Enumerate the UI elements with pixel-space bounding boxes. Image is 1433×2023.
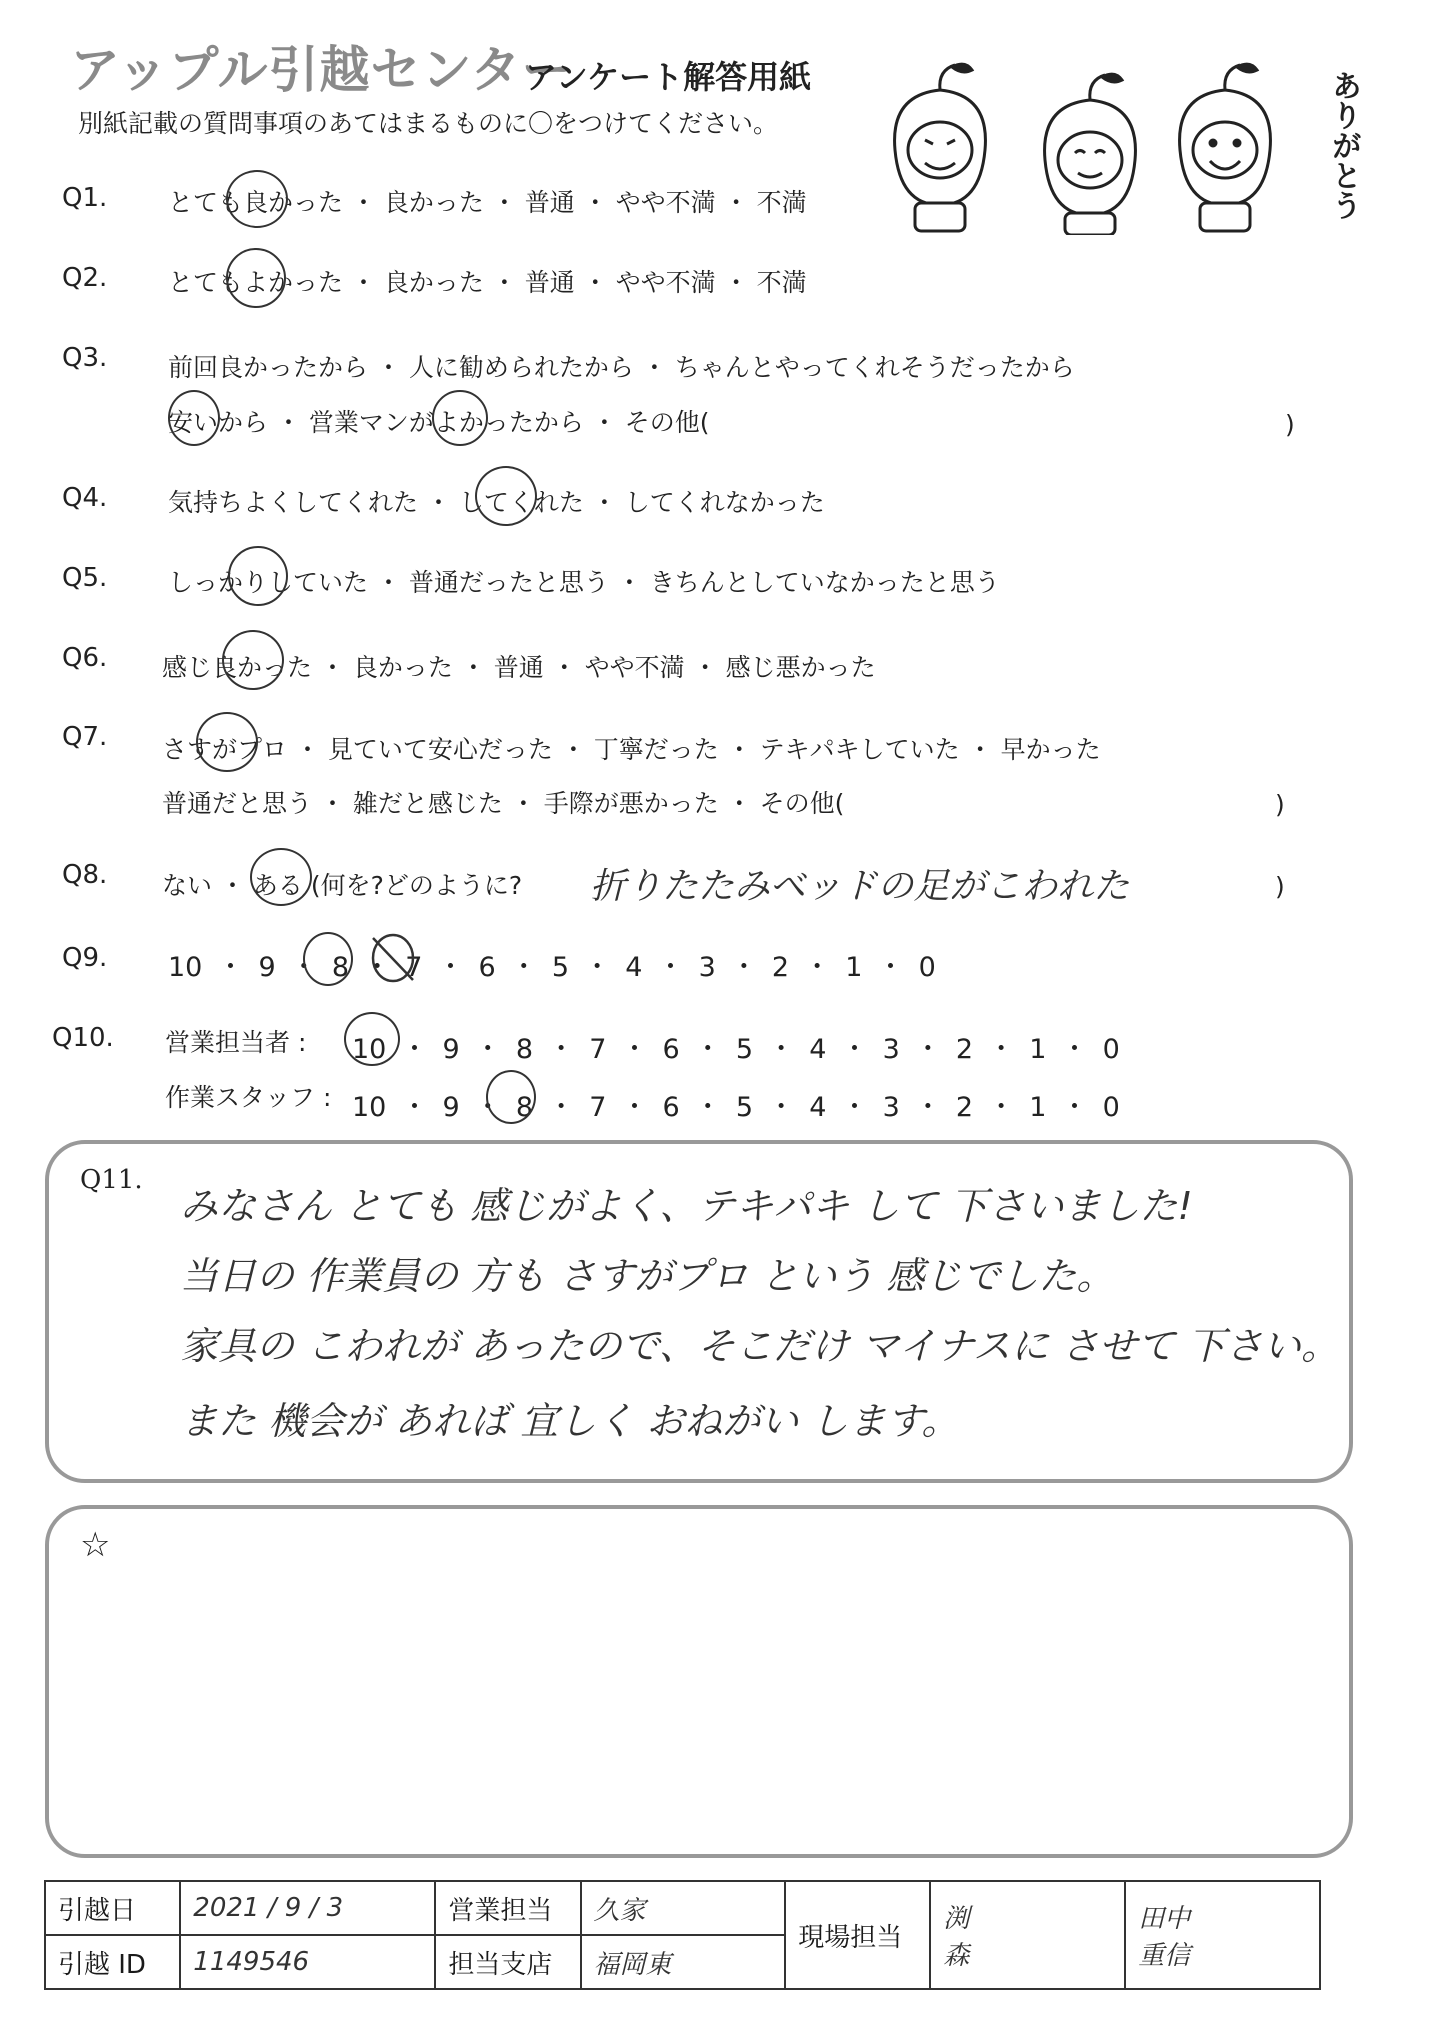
- q9-number: Q9.: [62, 943, 108, 973]
- site-staff-name-4: 重信: [1138, 1941, 1191, 1971]
- move-id-label: 引越 ID: [45, 1935, 180, 1989]
- branch-value: 福岡東: [581, 1935, 786, 1989]
- q4-options: 気持ちよくしてくれた ・ してくれた ・ してくれなかった: [168, 488, 825, 517]
- move-date-label: 引越日: [45, 1881, 180, 1935]
- q9-crossed-out-mark: [368, 930, 418, 985]
- q3-number: Q3.: [62, 343, 108, 373]
- q3-close-paren: ): [1285, 410, 1295, 439]
- q7-options-line1: さすがプロ ・ 見ていて安心だった ・ 丁寧だった ・ テキパキしていた ・ 早かった: [162, 735, 1101, 764]
- q3-selection-circle-b: [432, 390, 488, 446]
- q10-sales-scale: 10 ・ 9 ・ 8 ・ 7 ・ 6 ・ 5 ・ 4 ・ 3 ・ 2 ・ 1 ・ 0: [352, 1034, 1120, 1065]
- mascot-right: [1180, 64, 1271, 231]
- q5-selection-circle: [228, 546, 288, 606]
- site-staff-name-3: 田中: [1138, 1904, 1191, 1934]
- form-subtitle: アンケート解答用紙: [525, 58, 812, 96]
- sales-rep-label: 営業担当: [435, 1881, 580, 1935]
- q9-selection-circle: [303, 932, 353, 986]
- q7-close-paren: ): [1275, 790, 1285, 819]
- q1-number: Q1.: [62, 183, 108, 213]
- q10-number: Q10.: [52, 1023, 114, 1053]
- q11-label: Q11.: [80, 1165, 143, 1195]
- mascot-center: [1045, 74, 1136, 235]
- q6-options: 感じ良かった ・ 良かった ・ 普通 ・ やや不満 ・ 感じ悪かった: [162, 653, 876, 682]
- site-staff-label: 現場担当: [785, 1881, 930, 1989]
- site-staff-value-2: [1125, 1881, 1320, 1989]
- q10-sales-selection-circle: [344, 1012, 400, 1066]
- move-id-value: 1149546: [180, 1935, 435, 1989]
- company-title: アップル引越センター: [70, 41, 573, 99]
- q11-comment-line-4: また 機会が あれば 宜しく おねがい します。: [180, 1399, 960, 1443]
- q8-selection-circle: [250, 848, 312, 906]
- free-comment-box: [45, 1505, 1353, 1858]
- q5-options: しっかりしていた ・ 普通だったと思う ・ きちんとしていなかったと思う: [168, 568, 1000, 597]
- q8-number: Q8.: [62, 860, 108, 890]
- q8-close-paren: ): [1275, 872, 1285, 901]
- q11-comment-line-1: みなさん とても 感じがよく、テキパキ して 下さいました!: [180, 1184, 1193, 1228]
- q6-number: Q6.: [62, 643, 108, 673]
- mascot-illustration: [880, 55, 1340, 235]
- q2-options: とてもよかった ・ 良かった ・ 普通 ・ やや不満 ・ 不満: [168, 268, 807, 297]
- star-icon: ☆: [80, 1525, 111, 1565]
- site-staff-name-1: 渕: [943, 1904, 970, 1934]
- q8-answer-handwritten: 折りたたみベッドの足がこわれた: [590, 866, 1130, 907]
- q2-selection-circle: [226, 248, 286, 308]
- q3-selection-circle-a: [168, 390, 220, 446]
- q7-number: Q7.: [62, 722, 108, 752]
- q1-selection-circle: [226, 170, 288, 228]
- q1-options: とても良かった ・ 良かった ・ 普通 ・ やや不満 ・ 不満: [168, 188, 807, 217]
- move-info-table: [44, 1880, 1321, 1990]
- q8-options: ない ・ ある (何を?どのように?: [162, 871, 523, 900]
- q3-options-line1: 前回良かったから ・ 人に勧められたから ・ ちゃんとやってくれそうだったから: [168, 353, 1075, 382]
- q2-number: Q2.: [62, 263, 108, 293]
- q9-scale: 10 ・ 9 ・ 8 ・ 7 ・ 6 ・ 5 ・ 4 ・ 3 ・ 2 ・ 1 ・ 0: [168, 952, 936, 983]
- q10-staff-scale: 10 ・ 9 ・ 8 ・ 7 ・ 6 ・ 5 ・ 4 ・ 3 ・ 2 ・ 1 ・ 0: [352, 1092, 1120, 1123]
- q10-staff-selection-circle: [486, 1070, 536, 1124]
- q7-options-line2: 普通だと思う ・ 雑だと感じた ・ 手際が悪かった ・ その他(: [162, 789, 845, 818]
- move-date-value: 2021 / 9 / 3: [180, 1881, 435, 1935]
- q11-comment-line-3: 家具の こわれが あったので、そこだけ マイナスに させて 下さい。: [180, 1324, 1339, 1368]
- q10-sales-label: 営業担当者 :: [165, 1028, 307, 1057]
- q6-selection-circle: [222, 630, 284, 690]
- branch-label: 担当支店: [435, 1935, 580, 1989]
- q5-number: Q5.: [62, 563, 108, 593]
- site-staff-name-2: 森: [943, 1941, 970, 1971]
- q3-options-line2: 安いから ・ 営業マンがよかったから ・ その他(: [168, 408, 710, 437]
- mascot-left: [895, 64, 986, 231]
- q4-number: Q4.: [62, 483, 108, 513]
- q11-comment-line-2: 当日の 作業員の 方も さすがプロ という 感じでした。: [180, 1254, 1115, 1298]
- q4-selection-circle: [475, 466, 537, 526]
- sales-rep-value: 久家: [581, 1881, 786, 1935]
- instruction-text: 別紙記載の質問事項のあてはまるものに〇をつけてください。: [78, 109, 779, 138]
- q10-staff-label: 作業スタッフ :: [165, 1083, 332, 1112]
- mascot-caption: ありがとう: [1326, 70, 1361, 220]
- q7-selection-circle: [196, 712, 258, 772]
- site-staff-value-1: [930, 1881, 1125, 1989]
